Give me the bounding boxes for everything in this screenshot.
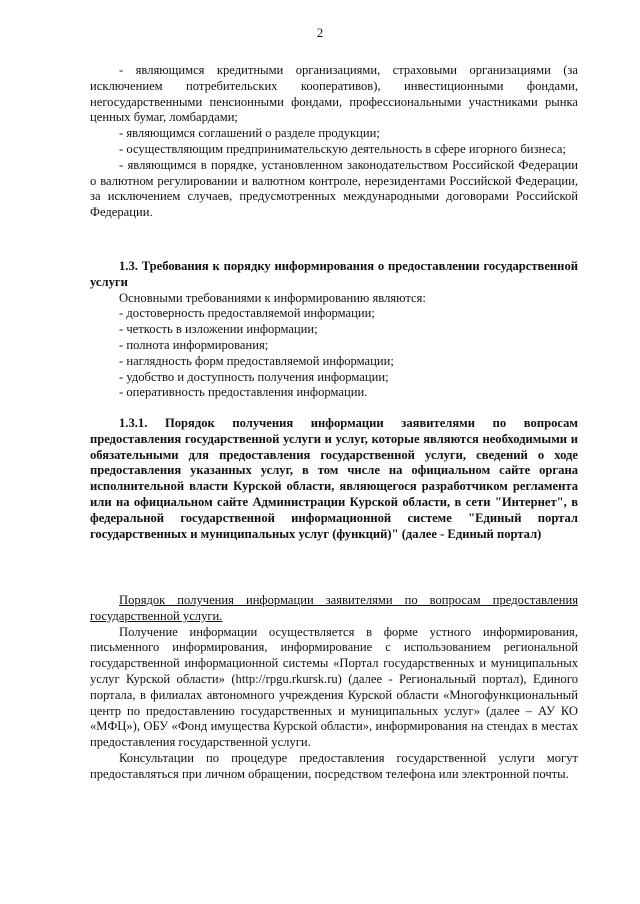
intro-list (90, 63, 578, 221)
intro-item: - являющимся в порядке, установленном законодательством Российской Федерации о валютном регулировании и валютном контроле, нерезидентами Российской Федерации, за исключением случаев, предусмотренных международными договорами Российской Федерации. (90, 157, 578, 220)
section-1-3 (90, 259, 578, 401)
requirement-item: - оперативность предоставления информации. (119, 385, 368, 400)
section-heading: 1.3.1. Порядок получения информации заявителями по вопросам предоставления государственной услуги и услуг, которые являются необходимыми и обязательными для предоставления государственной услуги, сведений о ходе предоставления указанных услуг, в том числе на официальном сайте органа исполнительной власти Курской области, являющегося разработчиком регламента или на официальном сайте Администрации Курской области, в сети "Интернет", в федеральной государственной информационной системе "Единый портал государственных и муниципальных услуг (функций)" (далее - Единый портал) (90, 416, 578, 541)
requirement-item: - достоверность предоставляемой информации; (119, 306, 375, 321)
body-paragraph: Консультации по процедуре предоставления государственной услуги могут предоставляться при личном обращении, посредством телефона или электронной почты. (90, 750, 578, 781)
requirement-item: - полнота информирования; (119, 337, 269, 352)
section-1-3-1-body (90, 593, 578, 783)
page-number: 2 (316, 26, 324, 40)
body-paragraph: Получение информации осуществляется в форме устного информирования, письменного информирования, информирование с использованием региональной государственной информационной системы «Портал государственных и муниципальных услуг Курской области» (http://rpgu.rkursk.ru) (далее - Региональный портал), Единого портала, в филиалах автономного учреждения Курской области «Многофункциональный центр по предоставлению государственных и муниципальных услуг» (далее – АУ КО «МФЦ»), ОБУ «Фонд имущества Курской области», информирования на стендах в местах предоставления государственной услуги. (90, 624, 578, 750)
requirement-item: - четкость в изложении информации; (119, 322, 318, 337)
intro-item: - являющимся соглашений о разделе продукции; (119, 126, 380, 141)
intro-item: - осуществляющим предпринимательскую деятельность в сфере игорного бизнеса; (119, 141, 566, 156)
section-lead: Основными требованиями к информированию являются: (119, 290, 426, 305)
section-heading: 1.3. Требования к порядку информирования о предоставлении государственной услуги (90, 259, 578, 289)
section-1-3-1 (90, 416, 578, 542)
subsection-heading: Порядок получения информации заявителями по вопросам предоставления государственной услуги. (90, 593, 578, 623)
requirement-item: - удобство и доступность получения информации; (119, 369, 389, 384)
intro-item: - являющимся кредитными организациями, страховыми организациями (за исключением потребительских кооперативов), инвестиционными фондами, негосударственными пенсионными фондами, профессиональными участниками рынка ценных бумаг, ломбардами; (90, 63, 578, 125)
requirement-item: - наглядность форм предоставляемой информации; (119, 353, 394, 368)
